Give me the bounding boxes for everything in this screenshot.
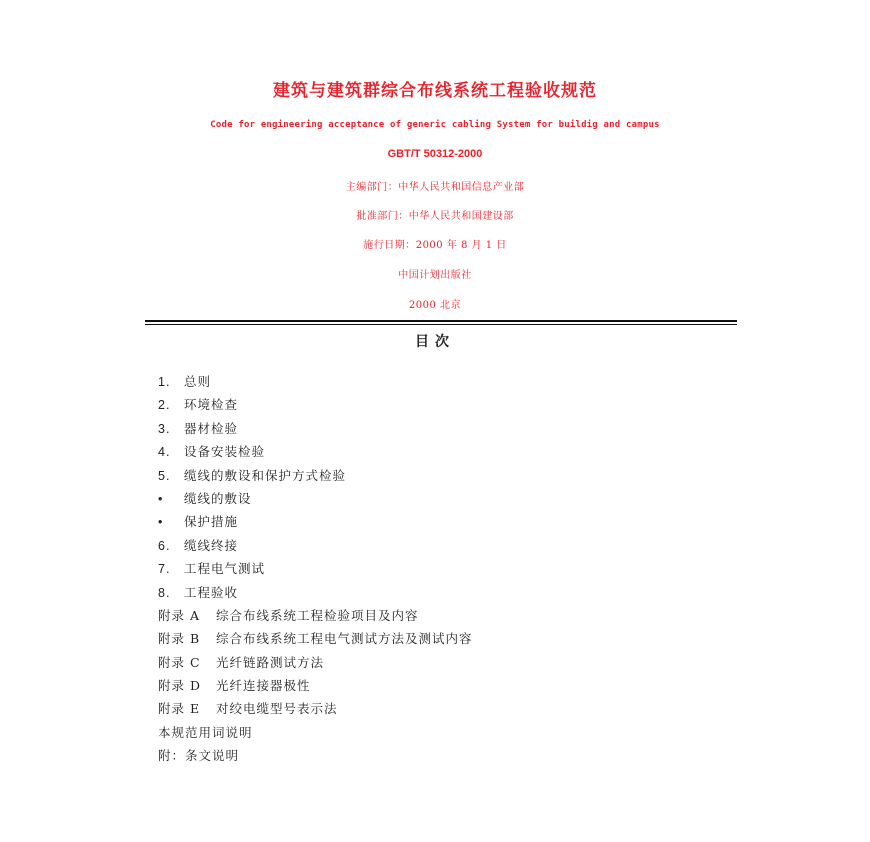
toc-item-label: 工程电气测试 bbox=[184, 561, 266, 577]
toc-item-label: 保护措施 bbox=[184, 514, 239, 530]
english-title: Code for engineering acceptance of generic cabling System for buildig and campus bbox=[210, 120, 660, 130]
toc-item-label: 对绞电缆型号表示法 bbox=[216, 701, 338, 717]
toc-item-label: 总则 bbox=[184, 374, 212, 389]
toc-item-label: 设备安装检验 bbox=[184, 444, 266, 460]
standard-code: GBT/T 50312-2000 bbox=[387, 148, 483, 160]
toc-item-label: 综合布线系统工程检验项目及内容 bbox=[216, 607, 419, 623]
toc-appendix-number: 附录 C bbox=[158, 654, 201, 670]
toc-appendix-item bbox=[158, 604, 473, 627]
toc-item-label: 缆线的敷设 bbox=[184, 490, 252, 506]
toc-item-number: 6. bbox=[158, 538, 171, 553]
toc-item bbox=[158, 370, 473, 393]
place-year: 2000 北京 bbox=[408, 300, 462, 311]
bullet-icon: • bbox=[158, 515, 164, 530]
toc-item bbox=[158, 534, 473, 557]
publisher: 中国计划出版社 bbox=[398, 270, 472, 281]
toc-item-label: 器材检验 bbox=[184, 420, 239, 436]
toc-item bbox=[158, 581, 473, 604]
toc-item-label: 综合布线系统工程电气测试方法及测试内容 bbox=[216, 631, 473, 647]
toc-item bbox=[158, 557, 473, 580]
toc-appendix-number: 附录 E bbox=[158, 701, 201, 717]
toc-item-number: 1. bbox=[158, 375, 171, 389]
toc-item bbox=[158, 464, 473, 487]
document-title: 建筑与建筑群综合布线系统工程验收规范 bbox=[273, 81, 597, 101]
toc-item-label: 本规范用词说明 bbox=[158, 724, 253, 740]
toc-heading: 目次 bbox=[415, 334, 455, 350]
toc-item bbox=[158, 487, 473, 510]
toc-item-number: 5. bbox=[158, 468, 171, 483]
toc-item bbox=[158, 440, 473, 463]
toc-item-number: 8. bbox=[158, 585, 171, 600]
toc-item-label: 缆线终接 bbox=[184, 537, 239, 553]
toc-item-label: 工程验收 bbox=[184, 584, 239, 600]
toc-item-label: 缆线的敷设和保护方式检验 bbox=[184, 467, 347, 483]
toc-item-label: 附：条文说明 bbox=[158, 748, 240, 764]
table-of-contents bbox=[158, 370, 473, 768]
toc-appendix-number: 附录 B bbox=[158, 631, 201, 647]
editor-department: 主编部门：中华人民共和国信息产业部 bbox=[345, 182, 525, 193]
toc-item-label: 环境检查 bbox=[184, 397, 239, 413]
approval-department: 批准部门：中华人民共和国建设部 bbox=[356, 211, 514, 222]
toc-appendix-number: 附录 A bbox=[158, 607, 201, 623]
toc-item-number: 3. bbox=[158, 421, 171, 436]
toc-item-number: 2. bbox=[158, 398, 171, 413]
toc-appendix-item bbox=[158, 651, 473, 674]
divider-thick bbox=[145, 320, 737, 322]
toc-item bbox=[158, 393, 473, 416]
toc-appendix-item bbox=[158, 697, 473, 720]
toc-item bbox=[158, 744, 473, 767]
toc-item bbox=[158, 510, 473, 533]
toc-appendix-item bbox=[158, 627, 473, 650]
toc-item-label: 光纤连接器极性 bbox=[216, 678, 311, 694]
toc-appendix-number: 附录 D bbox=[158, 678, 201, 694]
toc-item-label: 光纤链路测试方法 bbox=[216, 654, 325, 670]
bullet-icon: • bbox=[158, 491, 164, 506]
toc-item bbox=[158, 721, 473, 744]
toc-item-number: 4. bbox=[158, 445, 171, 460]
toc-appendix-item bbox=[158, 674, 473, 697]
divider-thin bbox=[145, 324, 737, 325]
toc-item-number: 7. bbox=[158, 562, 171, 577]
effective-date: 施行日期：2000 年 8 月 1 日 bbox=[363, 240, 507, 251]
toc-item bbox=[158, 417, 473, 440]
